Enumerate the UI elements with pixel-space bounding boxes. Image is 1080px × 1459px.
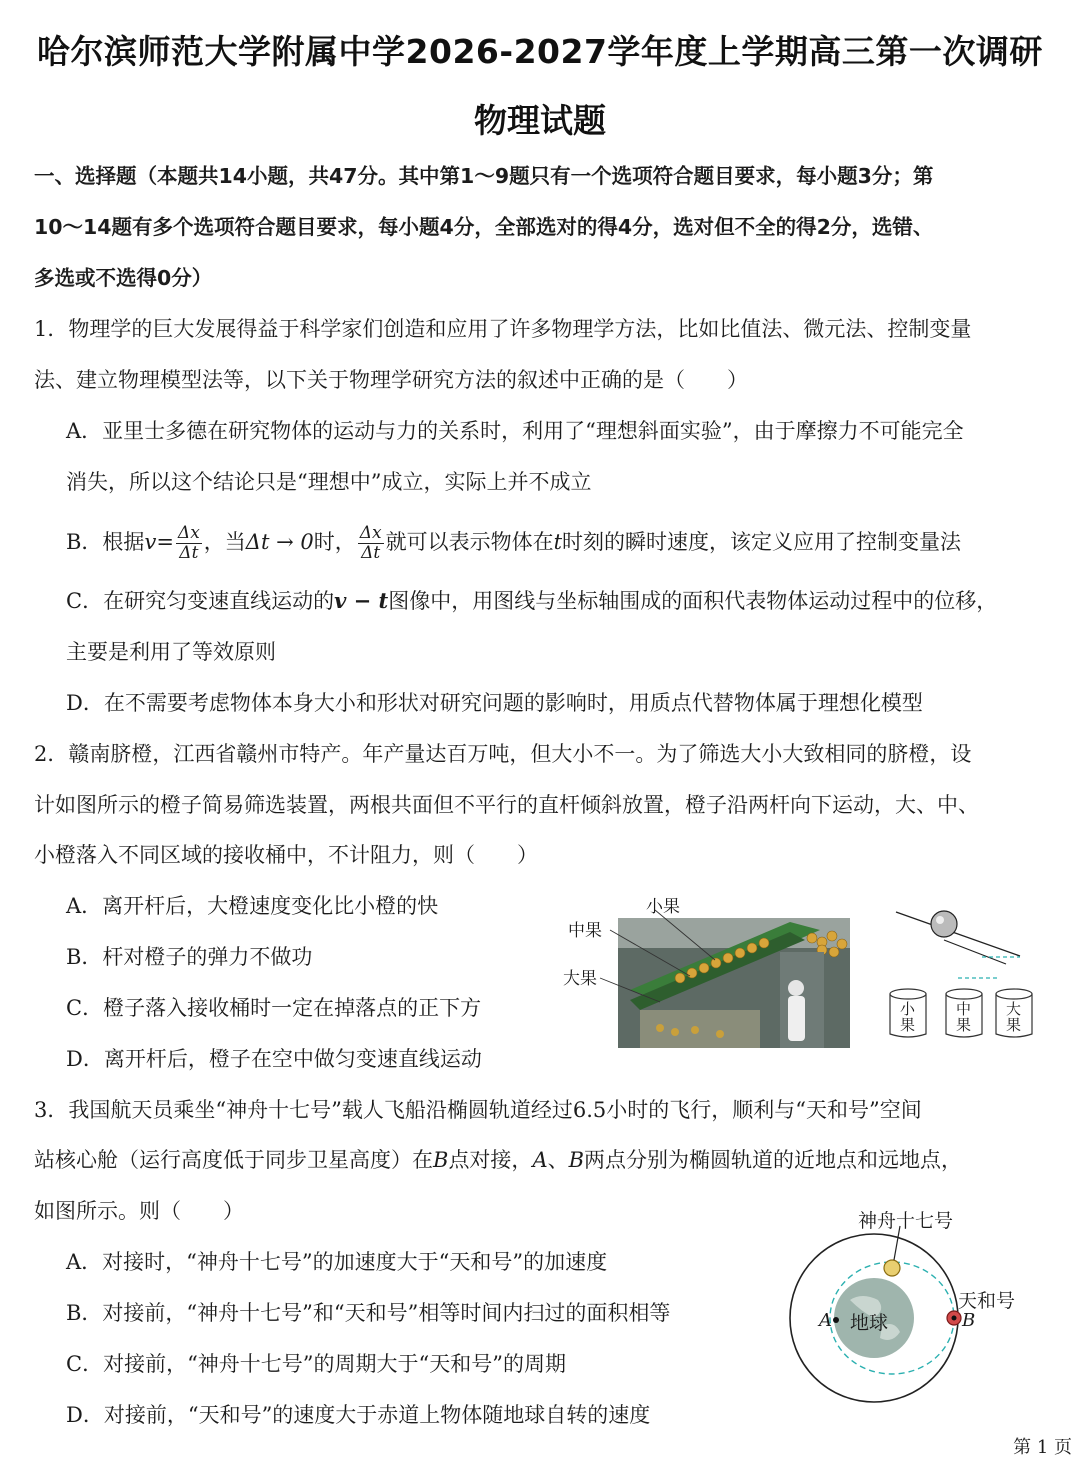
q2-stem-line-1: 2．赣南脐橙，江西省赣州市特产。年产量达百万吨，但大小不一。为了筛选大小大致相同的脐橙，设	[34, 742, 972, 766]
q3-option-a: A．对接时，“神舟十七号”的加速度大于“天和号”的加速度	[66, 1250, 608, 1274]
label-large-fruit: 大果	[563, 969, 597, 989]
label-small-fruit: 小果	[646, 897, 680, 917]
q1-fraction-1-denominator: Δt	[179, 543, 199, 563]
q3-option-b: B．对接前，“神舟十七号”和“天和号”相等时间内扫过的面积相等	[66, 1301, 671, 1325]
q1-option-b-post-1: 就可以表示物体在	[385, 530, 554, 554]
q1-fraction-2-numerator: Δx	[359, 523, 382, 543]
q3-stem-point-a: A	[532, 1148, 548, 1172]
q1-option-a-line-1: A．亚里士多德在研究物体的运动与力的关系时，利用了“理想斜面实验”，由于摩擦力不可能完全	[66, 419, 964, 443]
q1-option-b-condition: Δt → 0	[245, 530, 314, 554]
q1-option-a-line-2: 消失，所以这个结论只是“理想中”成立，实际上并不成立	[66, 470, 592, 494]
label-earth: 地球	[850, 1312, 889, 1334]
q1-option-b-post-2: 时刻的瞬时速度，该定义应用了控制变量法	[562, 530, 962, 554]
q3-option-c: C．对接前，“神舟十七号”的周期大于“天和号”的周期	[66, 1352, 567, 1376]
bin-medium-char-1: 中	[956, 1000, 972, 1018]
q3-stem-2b: 点对接，	[448, 1148, 533, 1172]
q1-option-c-line-1	[66, 587, 997, 615]
section-instructions-line-2: 10～14题有多个选项符合题目要求，每小题4分，全部选对的得4分，选对但不全的得2分，选错、	[34, 215, 934, 239]
rods-and-bins-diagram	[880, 900, 1040, 1045]
page-number: 第 1 页	[1013, 1437, 1072, 1458]
q1-option-b-v: v	[144, 530, 157, 554]
label-tianhe: 天和号	[958, 1290, 1016, 1312]
label-point-a: A	[819, 1310, 832, 1331]
q1-option-b	[66, 520, 961, 564]
shenzhou-spacecraft-icon	[884, 1260, 900, 1276]
q2-stem-line-2: 计如图所示的橙子简易筛选装置，两根共面但不平行的直杆倾斜放置，橙子沿两杆向下运动，大、中、	[34, 793, 979, 817]
q3-stem-line-2	[34, 1146, 962, 1174]
q3-option-d: D．对接前，“天和号”的速度大于赤道上物体随地球自转的速度	[66, 1403, 651, 1427]
bin-large-char-2: 果	[1006, 1016, 1022, 1034]
q1-fraction-1-numerator: Δx	[177, 523, 200, 543]
section-instructions-line-1: 一、选择题（本题共14小题，共47分。其中第1～9题只有一个选项符合题目要求，每小题3分；第	[34, 164, 934, 188]
label-shenzhou: 神舟十七号	[858, 1210, 954, 1232]
q3-stem-2c: 、	[547, 1148, 569, 1172]
q3-stem-2d: 两点分别为椭圆轨道的近地点和远地点，	[584, 1148, 963, 1172]
q1-option-c-vt: v − t	[334, 588, 389, 613]
sorting-machine-figure	[560, 890, 860, 1050]
q1-fraction-2	[358, 524, 384, 563]
q2-stem-line-3: 小橙落入不同区域的接收桶中，不计阻力，则（ ）	[34, 843, 538, 867]
q2-option-d: D．离开杆后，橙子在空中做匀变速直线运动	[66, 1047, 482, 1071]
q3-stem-line-1: 3．我国航天员乘坐“神舟十七号”载人飞船沿椭圆轨道经过6.5小时的飞行，顺利与“天和号”空间	[34, 1098, 922, 1122]
sorting-machine-illustration	[560, 890, 860, 1050]
section-instructions-line-3: 多选或不选得0分）	[34, 266, 213, 290]
bin-medium	[956, 1001, 971, 1033]
q1-option-b-prefix: B．根据	[66, 530, 145, 554]
q1-fraction-2-denominator: Δt	[361, 543, 381, 563]
q3-stem-point-b-2: B	[568, 1148, 585, 1172]
bin-small	[900, 1001, 915, 1033]
q3-stem-2a: 站核心舱（运行高度低于同步卫星高度）在	[34, 1148, 433, 1172]
q1-option-c-text-2: 图像中，用图线与坐标轴围成的面积代表物体运动过程中的位移，	[388, 589, 998, 613]
q1-option-b-mid-1: ，当	[203, 530, 246, 554]
q1-fraction-1	[176, 524, 202, 563]
bin-small-char-2: 果	[900, 1016, 916, 1034]
bin-large-char-1: 大	[1006, 1000, 1022, 1018]
q1-option-b-t: t	[553, 530, 563, 554]
bin-large	[1006, 1001, 1021, 1033]
q2-option-c: C．橙子落入接收桶时一定在掉落点的正下方	[66, 996, 482, 1020]
q2-option-b: B．杆对橙子的弹力不做功	[66, 945, 313, 969]
q1-stem-line-1: 1．物理学的巨大发展得益于科学家们创造和应用了许多物理学方法，比如比值法、微元法、控制变量	[34, 317, 972, 341]
q1-option-c-line-2: 主要是利用了等效原则	[66, 640, 276, 664]
label-point-b: B	[962, 1310, 976, 1331]
q1-option-b-mid-2: 时，	[313, 530, 356, 554]
q1-option-c-text-1: C．在研究匀变速直线运动的	[66, 589, 335, 613]
q1-option-b-equals: =	[156, 530, 174, 554]
label-medium-fruit: 中果	[568, 921, 602, 941]
page-subtitle: 物理试题	[474, 101, 606, 140]
bin-small-char-1: 小	[900, 1000, 916, 1018]
orbit-diagram	[782, 1200, 1042, 1410]
page-title: 哈尔滨师范大学附属中学2026-2027学年度上学期高三第一次调研	[37, 32, 1043, 71]
q3-stem-line-3: 如图所示。则（ ）	[34, 1199, 244, 1223]
bin-medium-char-2: 果	[956, 1016, 972, 1034]
q1-stem-line-2: 法、建立物理模型法等，以下关于物理学研究方法的叙述中正确的是（ ）	[34, 368, 748, 392]
q1-option-d: D．在不需要考虑物体本身大小和形状对研究问题的影响时，用质点代替物体属于理想化模型	[66, 691, 923, 715]
q2-option-a: A．离开杆后，大橙速度变化比小橙的快	[66, 894, 439, 918]
q3-stem-point-b: B	[433, 1148, 449, 1172]
